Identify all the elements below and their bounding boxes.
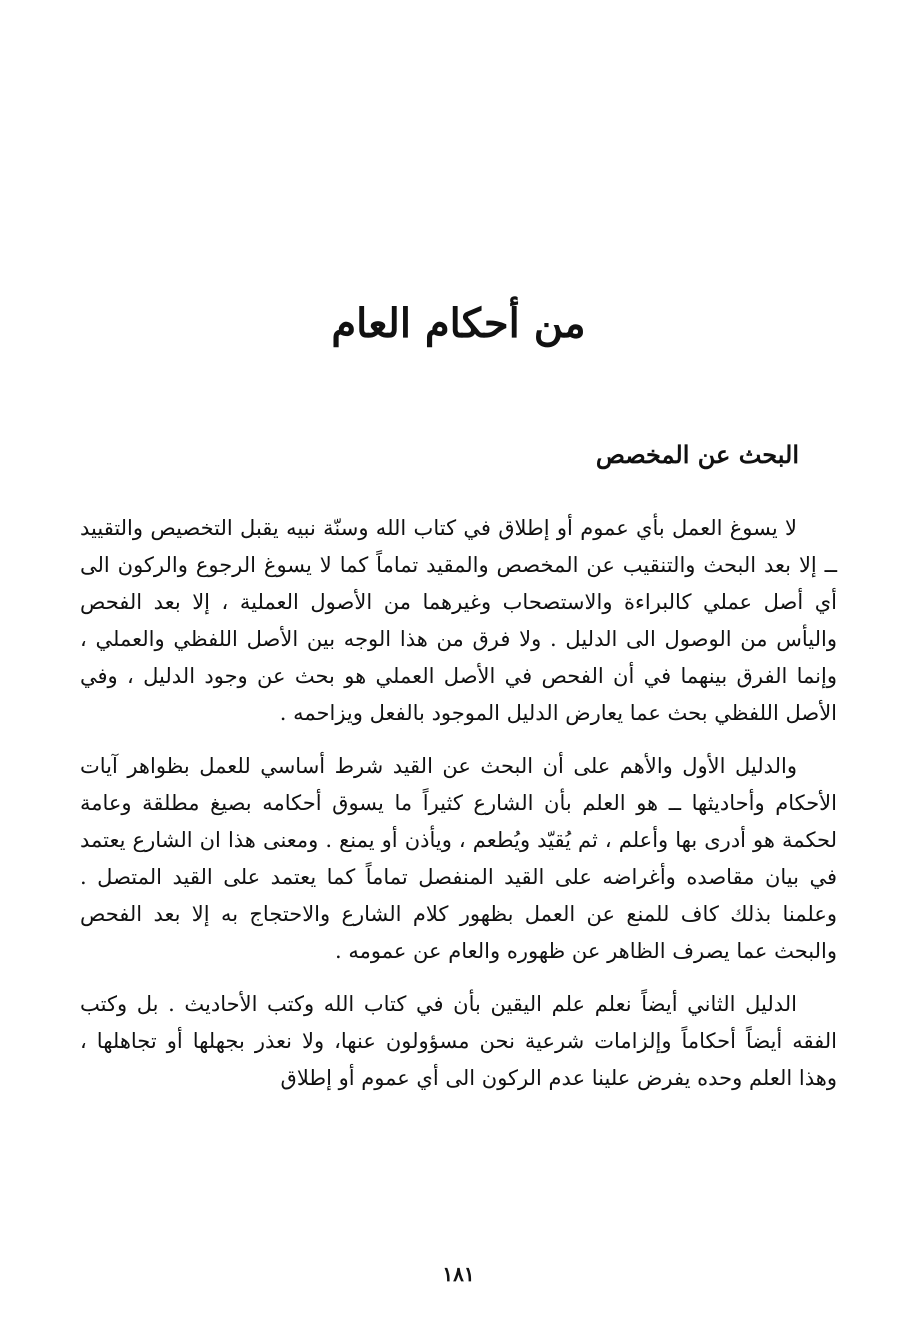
paragraph-3: الدليل الثاني أيضاً نعلم علم اليقين بأن في كتاب الله وكتب الأحاديث . بل وكتب الفقه أيضاً أحكاماً وإلزامات شرعية نحن مسؤولون عنها، ولا نعذر بجهلها أو تجاهلها ، وهذا العلم وحده يفرض علينا عدم الركون الى أي عموم أو إطلاق: [80, 992, 837, 1090]
chapter-title: من أحكام العام: [331, 300, 586, 347]
body-text: [80, 510, 837, 1113]
section-heading: البحث عن المخصص: [595, 440, 799, 469]
paragraph-2: والدليل الأول والأهم على أن البحث عن القيد شرط أساسي للعمل بظواهر آيات الأحكام وأحاديثها ــ هو العلم بأن الشارع كثيراً ما يسوق أحكامه بصيغ مطلقة وعامة لحكمة هو أدرى بها وأعلم ، ثم يُقيّد ويُطعم ، ويأذن أو يمنع . ومعنى هذا ان الشارع يعتمد في بيان مقاصده وأغراضه على القيد المنفصل تماماً كما يعتمد على القيد المتصل . وعلمنا بذلك كاف للمنع عن العمل بظهور كلام الشارع والاحتجاج به إلا بعد الفحص والبحث عما يصرف الظاهر عن ظهوره والعام عن عمومه .: [80, 754, 837, 963]
paragraph-1: لا يسوغ العمل بأي عموم أو إطلاق في كتاب الله وسنّة نبيه يقبل التخصيص والتقييد ــ إلا بعد البحث والتنقيب عن المخصص والمقيد تماماً كما لا يسوغ الرجوع والركون الى أي أصل عملي كالبراءة والاستصحاب وغيرهما من الأصول العملية ، إلا بعد الفحص واليأس من الوصول الى الدليل . ولا فرق من هذا الوجه بين الأصل اللفظي والعملي ، وإنما الفرق بينهما في أن الفحص في الأصل العملي هو بحث عن وجود الدليل ، وفي الأصل اللفظي بحث عما يعارض الدليل الموجود بالفعل ويزاحمه .: [80, 516, 837, 725]
page-number: ١٨١: [442, 1262, 475, 1286]
